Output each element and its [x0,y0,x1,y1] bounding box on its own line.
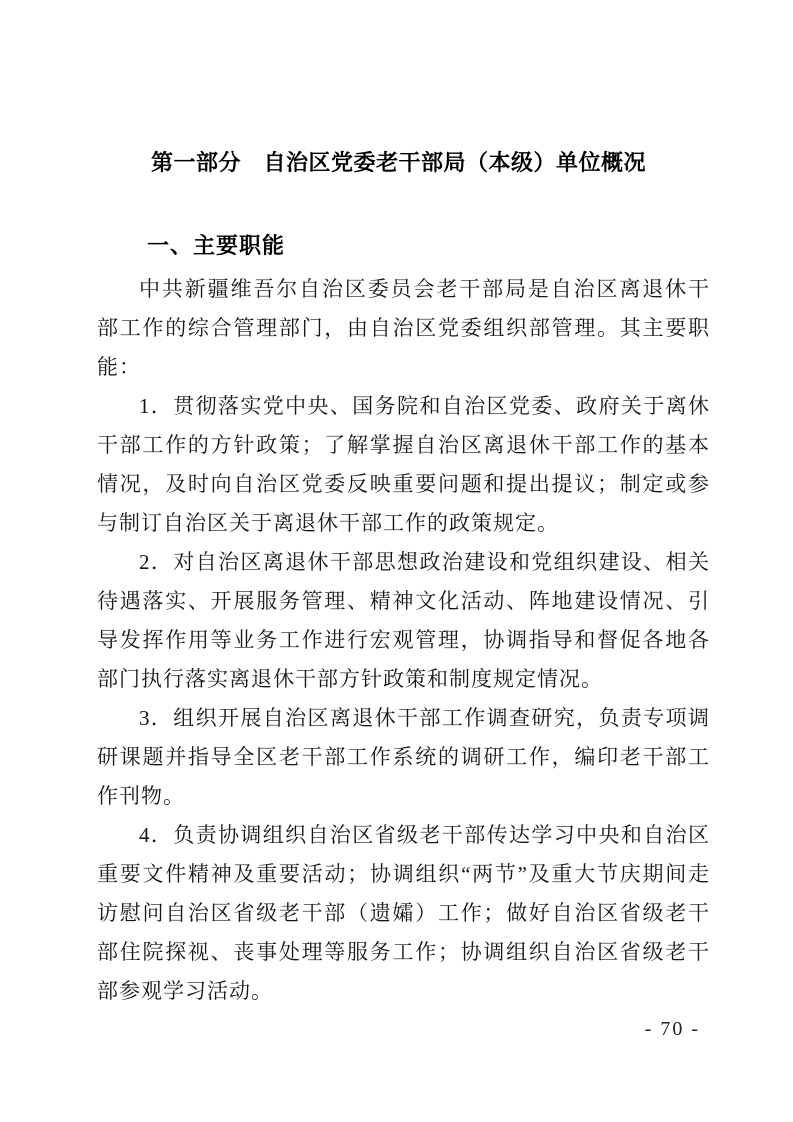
page-number: - 70 - [644,1018,700,1040]
page-content [97,0,710,1011]
paragraph-item-1: 1．贯彻落实党中央、国务院和自治区党委、政府关于离休干部工作的方针政策；了解掌握自治区离退休干部工作的基本情况，及时向自治区党委反映重要问题和提出提议；制定或参与制订自治区关于离退休干部工作的政策规定。 [97,394,710,535]
document-title: 第一部分 自治区党委老干部局（本级）单位概况 [150,150,646,175]
section-heading-main-functions: 一、主要职能 [147,233,286,258]
paragraph-item-4: 4．负责协调组织自治区省级老干部传达学习中央和自治区重要文件精神及重要活动；协调组织“两节”及重大节庆期间走访慰问自治区省级老干部（遗孀）工作；做好自治区省级老干部住院探视、丧事处理等服务工作；协调组织自治区省级老干部参观学习活动。 [97,823,710,1003]
paragraph-item-3: 3．组织开展自治区离退休干部工作调查研究，负责专项调研课题并指导全区老干部工作系统的调研工作，编印老干部工作刊物。 [97,706,710,808]
body-text-block [97,270,710,1011]
paragraph-intro: 中共新疆维吾尔自治区委员会老干部局是自治区离退休干部工作的综合管理部门，由自治区党委组织部管理。其主要职能： [97,277,710,379]
paragraph-item-2: 2．对自治区离退休干部思想政治建设和党组织建设、相关待遇落实、开展服务管理、精神文化活动、阵地建设情况、引导发挥作用等业务工作进行宏观管理，协调指导和督促各地各部门执行落实离退休干部方针政策和制度规定情况。 [97,550,710,691]
